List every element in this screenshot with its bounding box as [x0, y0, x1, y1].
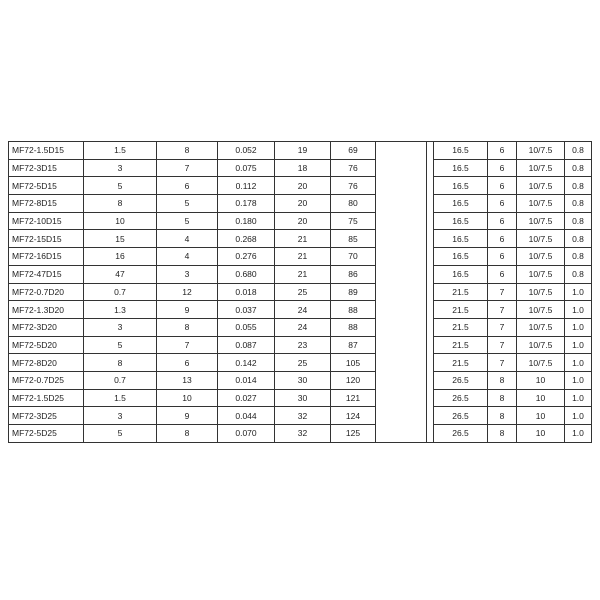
gap-cell — [427, 336, 434, 354]
h-cell: 21.5 — [434, 301, 488, 319]
f-cell: 6 — [488, 142, 517, 160]
model-cell: MF72-5D15 — [9, 177, 84, 195]
gap-cell — [427, 407, 434, 425]
t-cell: 87 — [331, 336, 376, 354]
h-cell: 21.5 — [434, 283, 488, 301]
f-cell: 8 — [488, 425, 517, 443]
model-cell: MF72-3D25 — [9, 407, 84, 425]
lead-cell: 1.0 — [565, 283, 592, 301]
t-cell: 80 — [331, 195, 376, 213]
f-cell: 6 — [488, 212, 517, 230]
f-cell: 7 — [488, 318, 517, 336]
pitch-cell: 10 — [517, 407, 565, 425]
h-cell: 26.5 — [434, 425, 488, 443]
table-row — [9, 371, 592, 389]
f-cell: 6 — [488, 177, 517, 195]
b-value-cell: 0.018 — [218, 283, 275, 301]
current-cell: 5 — [157, 212, 218, 230]
lead-cell: 0.8 — [565, 212, 592, 230]
t-cell: 125 — [331, 425, 376, 443]
b-value-cell: 0.070 — [218, 425, 275, 443]
resistance-cell: 5 — [84, 336, 157, 354]
gap-cell — [427, 425, 434, 443]
pitch-cell: 10/7.5 — [517, 159, 565, 177]
model-cell: MF72-8D15 — [9, 195, 84, 213]
blank-cell — [376, 283, 427, 301]
gap-cell — [427, 159, 434, 177]
blank-cell — [376, 301, 427, 319]
resistance-cell: 3 — [84, 318, 157, 336]
table-row — [9, 389, 592, 407]
b-value-cell: 0.180 — [218, 212, 275, 230]
model-cell: MF72-3D20 — [9, 318, 84, 336]
lead-cell: 0.8 — [565, 177, 592, 195]
t-cell: 105 — [331, 354, 376, 372]
dmax-cell: 20 — [275, 212, 331, 230]
current-cell: 7 — [157, 336, 218, 354]
t-cell: 120 — [331, 371, 376, 389]
model-cell: MF72-1.3D20 — [9, 301, 84, 319]
table-row — [9, 318, 592, 336]
table-row — [9, 159, 592, 177]
lead-cell: 1.0 — [565, 425, 592, 443]
table-row — [9, 248, 592, 266]
current-cell: 7 — [157, 159, 218, 177]
resistance-cell: 1.5 — [84, 142, 157, 160]
blank-cell — [376, 318, 427, 336]
t-cell: 88 — [331, 301, 376, 319]
table-row — [9, 336, 592, 354]
lead-cell: 1.0 — [565, 336, 592, 354]
pitch-cell: 10/7.5 — [517, 248, 565, 266]
f-cell: 7 — [488, 354, 517, 372]
blank-cell — [376, 159, 427, 177]
lead-cell: 1.0 — [565, 354, 592, 372]
current-cell: 8 — [157, 142, 218, 160]
table-row — [9, 265, 592, 283]
pitch-cell: 10/7.5 — [517, 142, 565, 160]
blank-cell — [376, 248, 427, 266]
h-cell: 16.5 — [434, 142, 488, 160]
h-cell: 21.5 — [434, 336, 488, 354]
blank-cell — [376, 336, 427, 354]
blank-cell — [376, 230, 427, 248]
gap-cell — [427, 212, 434, 230]
resistance-cell: 5 — [84, 177, 157, 195]
h-cell: 16.5 — [434, 265, 488, 283]
f-cell: 8 — [488, 371, 517, 389]
lead-cell: 1.0 — [565, 318, 592, 336]
dmax-cell: 24 — [275, 318, 331, 336]
blank-cell — [376, 195, 427, 213]
dmax-cell: 30 — [275, 371, 331, 389]
dmax-cell: 24 — [275, 301, 331, 319]
model-cell: MF72-1.5D15 — [9, 142, 84, 160]
current-cell: 6 — [157, 354, 218, 372]
current-cell: 10 — [157, 389, 218, 407]
h-cell: 16.5 — [434, 195, 488, 213]
pitch-cell: 10/7.5 — [517, 336, 565, 354]
resistance-cell: 5 — [84, 425, 157, 443]
dmax-cell: 25 — [275, 283, 331, 301]
dmax-cell: 32 — [275, 407, 331, 425]
t-cell: 69 — [331, 142, 376, 160]
model-cell: MF72-1.5D25 — [9, 389, 84, 407]
current-cell: 6 — [157, 177, 218, 195]
gap-cell — [427, 389, 434, 407]
h-cell: 16.5 — [434, 212, 488, 230]
gap-cell — [427, 195, 434, 213]
table-row — [9, 283, 592, 301]
model-cell: MF72-15D15 — [9, 230, 84, 248]
dmax-cell: 30 — [275, 389, 331, 407]
resistance-cell: 16 — [84, 248, 157, 266]
b-value-cell: 0.014 — [218, 371, 275, 389]
current-cell: 9 — [157, 407, 218, 425]
model-cell: MF72-5D25 — [9, 425, 84, 443]
table-row — [9, 177, 592, 195]
dmax-cell: 18 — [275, 159, 331, 177]
dmax-cell: 32 — [275, 425, 331, 443]
pitch-cell: 10/7.5 — [517, 230, 565, 248]
f-cell: 7 — [488, 283, 517, 301]
current-cell: 12 — [157, 283, 218, 301]
current-cell: 8 — [157, 318, 218, 336]
spec-table-body — [9, 142, 592, 443]
blank-cell — [376, 389, 427, 407]
t-cell: 121 — [331, 389, 376, 407]
h-cell: 16.5 — [434, 159, 488, 177]
t-cell: 86 — [331, 265, 376, 283]
pitch-cell: 10 — [517, 371, 565, 389]
t-cell: 70 — [331, 248, 376, 266]
gap-cell — [427, 283, 434, 301]
table-row — [9, 301, 592, 319]
gap-cell — [427, 318, 434, 336]
model-cell: MF72-10D15 — [9, 212, 84, 230]
gap-cell — [427, 177, 434, 195]
spec-sheet — [8, 141, 591, 443]
f-cell: 7 — [488, 301, 517, 319]
h-cell: 26.5 — [434, 371, 488, 389]
f-cell: 7 — [488, 336, 517, 354]
gap-cell — [427, 371, 434, 389]
current-cell: 5 — [157, 195, 218, 213]
blank-cell — [376, 265, 427, 283]
b-value-cell: 0.178 — [218, 195, 275, 213]
resistance-cell: 10 — [84, 212, 157, 230]
t-cell: 89 — [331, 283, 376, 301]
t-cell: 76 — [331, 177, 376, 195]
b-value-cell: 0.268 — [218, 230, 275, 248]
current-cell: 9 — [157, 301, 218, 319]
pitch-cell: 10/7.5 — [517, 195, 565, 213]
pitch-cell: 10/7.5 — [517, 212, 565, 230]
model-cell: MF72-8D20 — [9, 354, 84, 372]
resistance-cell: 1.3 — [84, 301, 157, 319]
pitch-cell: 10 — [517, 389, 565, 407]
dmax-cell: 19 — [275, 142, 331, 160]
model-cell: MF72-0.7D25 — [9, 371, 84, 389]
dmax-cell: 20 — [275, 177, 331, 195]
lead-cell: 0.8 — [565, 248, 592, 266]
dmax-cell: 21 — [275, 230, 331, 248]
gap-cell — [427, 301, 434, 319]
b-value-cell: 0.037 — [218, 301, 275, 319]
current-cell: 4 — [157, 248, 218, 266]
resistance-cell: 0.7 — [84, 283, 157, 301]
pitch-cell: 10/7.5 — [517, 283, 565, 301]
pitch-cell: 10 — [517, 425, 565, 443]
model-cell: MF72-0.7D20 — [9, 283, 84, 301]
lead-cell: 1.0 — [565, 389, 592, 407]
h-cell: 26.5 — [434, 407, 488, 425]
pitch-cell: 10/7.5 — [517, 354, 565, 372]
current-cell: 13 — [157, 371, 218, 389]
blank-cell — [376, 177, 427, 195]
h-cell: 16.5 — [434, 177, 488, 195]
table-row — [9, 195, 592, 213]
table-row — [9, 425, 592, 443]
lead-cell: 1.0 — [565, 301, 592, 319]
table-row — [9, 354, 592, 372]
blank-cell — [376, 142, 427, 160]
lead-cell: 1.0 — [565, 371, 592, 389]
f-cell: 8 — [488, 389, 517, 407]
gap-cell — [427, 142, 434, 160]
dmax-cell: 25 — [275, 354, 331, 372]
b-value-cell: 0.044 — [218, 407, 275, 425]
blank-cell — [376, 212, 427, 230]
model-cell: MF72-16D15 — [9, 248, 84, 266]
table-row — [9, 212, 592, 230]
h-cell: 26.5 — [434, 389, 488, 407]
resistance-cell: 0.7 — [84, 371, 157, 389]
b-value-cell: 0.075 — [218, 159, 275, 177]
gap-cell — [427, 354, 434, 372]
b-value-cell: 0.112 — [218, 177, 275, 195]
f-cell: 6 — [488, 195, 517, 213]
b-value-cell: 0.680 — [218, 265, 275, 283]
t-cell: 124 — [331, 407, 376, 425]
f-cell: 6 — [488, 230, 517, 248]
resistance-cell: 8 — [84, 354, 157, 372]
f-cell: 6 — [488, 265, 517, 283]
blank-cell — [376, 407, 427, 425]
gap-cell — [427, 248, 434, 266]
blank-cell — [376, 425, 427, 443]
lead-cell: 0.8 — [565, 142, 592, 160]
dmax-cell: 23 — [275, 336, 331, 354]
b-value-cell: 0.087 — [218, 336, 275, 354]
h-cell: 21.5 — [434, 318, 488, 336]
t-cell: 88 — [331, 318, 376, 336]
pitch-cell: 10/7.5 — [517, 301, 565, 319]
model-cell: MF72-3D15 — [9, 159, 84, 177]
t-cell: 85 — [331, 230, 376, 248]
model-cell: MF72-5D20 — [9, 336, 84, 354]
current-cell: 3 — [157, 265, 218, 283]
table-row — [9, 230, 592, 248]
current-cell: 4 — [157, 230, 218, 248]
b-value-cell: 0.027 — [218, 389, 275, 407]
blank-cell — [376, 354, 427, 372]
pitch-cell: 10/7.5 — [517, 265, 565, 283]
table-row — [9, 142, 592, 160]
current-cell: 8 — [157, 425, 218, 443]
dmax-cell: 21 — [275, 265, 331, 283]
resistance-cell: 1.5 — [84, 389, 157, 407]
b-value-cell: 0.052 — [218, 142, 275, 160]
f-cell: 6 — [488, 248, 517, 266]
gap-cell — [427, 265, 434, 283]
lead-cell: 1.0 — [565, 407, 592, 425]
b-value-cell: 0.055 — [218, 318, 275, 336]
t-cell: 75 — [331, 212, 376, 230]
resistance-cell: 3 — [84, 159, 157, 177]
f-cell: 6 — [488, 159, 517, 177]
dmax-cell: 20 — [275, 195, 331, 213]
lead-cell: 0.8 — [565, 230, 592, 248]
b-value-cell: 0.276 — [218, 248, 275, 266]
model-cell: MF72-47D15 — [9, 265, 84, 283]
h-cell: 16.5 — [434, 248, 488, 266]
pitch-cell: 10/7.5 — [517, 177, 565, 195]
b-value-cell: 0.142 — [218, 354, 275, 372]
resistance-cell: 8 — [84, 195, 157, 213]
t-cell: 76 — [331, 159, 376, 177]
dmax-cell: 21 — [275, 248, 331, 266]
spec-table — [8, 141, 592, 443]
gap-cell — [427, 230, 434, 248]
h-cell: 16.5 — [434, 230, 488, 248]
pitch-cell: 10/7.5 — [517, 318, 565, 336]
resistance-cell: 3 — [84, 407, 157, 425]
lead-cell: 0.8 — [565, 159, 592, 177]
blank-cell — [376, 371, 427, 389]
resistance-cell: 47 — [84, 265, 157, 283]
lead-cell: 0.8 — [565, 195, 592, 213]
lead-cell: 0.8 — [565, 265, 592, 283]
f-cell: 8 — [488, 407, 517, 425]
table-row — [9, 407, 592, 425]
h-cell: 21.5 — [434, 354, 488, 372]
resistance-cell: 15 — [84, 230, 157, 248]
